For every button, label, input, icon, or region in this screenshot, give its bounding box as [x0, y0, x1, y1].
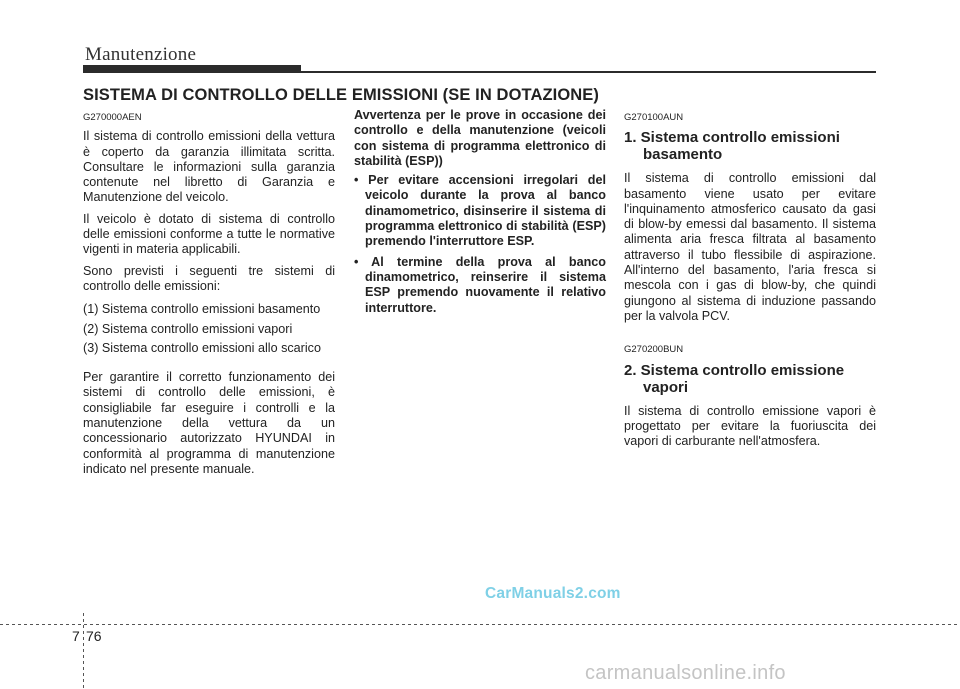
paragraph: Il sistema di controllo emissioni dal basamento viene usato per evitare l'inquinamento atmosferico causato da gasi di blow-by emessi dal basamento. Il sistema alimenta aria fresca filtrata al basamento attraverso il tubo flessibile di aspirazione. All'interno del basamento, l'aria fresca si mescola con i gas di blow-by, che quindi giungono al sistema di induzione passando per la valvola PCV. [624, 171, 876, 323]
paragraph: Il sistema di controllo emissioni della vettura è coperto da garanzia illimitata scritta. Consultare le informazioni sulla garanzia contenute nel libretto di Garanzia e Manutenzione del veicolo. [83, 129, 335, 205]
page-number: 76 [86, 628, 102, 644]
paragraph: Il sistema di controllo emissione vapori è progettato per evitare la fuoriuscita dei vapori di carburante nell'atmosfera. [624, 403, 876, 449]
section-code: G270200BUN [624, 344, 684, 356]
footer-rule [0, 624, 960, 625]
spacer [83, 360, 335, 370]
header-rule-thin [301, 71, 876, 73]
column-right [624, 108, 876, 455]
column-middle [354, 108, 606, 321]
list-item: (3) Sistema controllo emissioni allo scarico [83, 340, 321, 355]
bullet-text: Al termine della prova al banco dinamometrico, reinserire il sistema ESP premendo nuovamente il relativo interruttore. [365, 254, 606, 315]
spacer [624, 330, 876, 340]
section-code: G270000AEN [83, 112, 142, 123]
list-item: (1) Sistema controllo emissioni basamento [83, 302, 321, 317]
column-left [83, 108, 335, 483]
paragraph: Per garantire il corretto funzionamento dei sistemi di controllo delle emissioni, è consigliabile far eseguire i controlli e la manutenzione della vettura da un concessionario autorizzato HYUNDAI in conformità al programma di manutenzione indicato nel presente manuale. [83, 370, 335, 476]
bullet-text: Per evitare accensioni irregolari del veicolo durante la prova al banco dinamometrico, disinserire il sistema di programma elettronico di stabilità (ESP) premendo l'interruttore ESP. [365, 173, 606, 249]
subsection-heading: 2. Sistema controllo emissione vapori [624, 361, 845, 396]
paragraph: Il veicolo è dotato di sistema di controllo delle emissioni conforme a tutte le normative vigenti in materia applicabili. [83, 211, 335, 257]
bottom-watermark: carmanualsonline.info [585, 662, 786, 684]
section-code: G270100AUN [624, 112, 684, 123]
list-item: (2) Sistema controllo emissioni vapori [83, 321, 293, 336]
header-title: Manutenzione [85, 44, 197, 65]
subsection-heading: 1. Sistema controllo emissioni basamento [624, 129, 840, 164]
section-title: SISTEMA DI CONTROLLO DELLE EMISSIONI (SE IN DOTAZIONE) [83, 86, 599, 104]
chapter-number: 7 [72, 628, 80, 644]
bullet-item: • Per evitare accensioni irregolari del veicolo durante la prova al banco dinamometrico, disinserire il sistema di programma elettronico di stabilità (ESP) premendo l'interruttore ESP. [354, 173, 606, 249]
watermark-link[interactable]: CarManuals2.com [485, 585, 621, 602]
header-rule-thick [83, 65, 301, 73]
paragraph: Sono previsti i seguenti tre sistemi di controllo delle emissioni: [83, 263, 335, 293]
warning-heading: Avvertenza per le prove in occasione dei controllo e della manutenzione (veicoli con sistema di programma elettronico di stabilità (ESP)) [354, 108, 606, 168]
bullet-item: • Al termine della prova al banco dinamometrico, reinserire il sistema ESP premendo nuovamente il relativo interruttore. [354, 254, 606, 315]
footer-vertical-rule [83, 613, 84, 689]
